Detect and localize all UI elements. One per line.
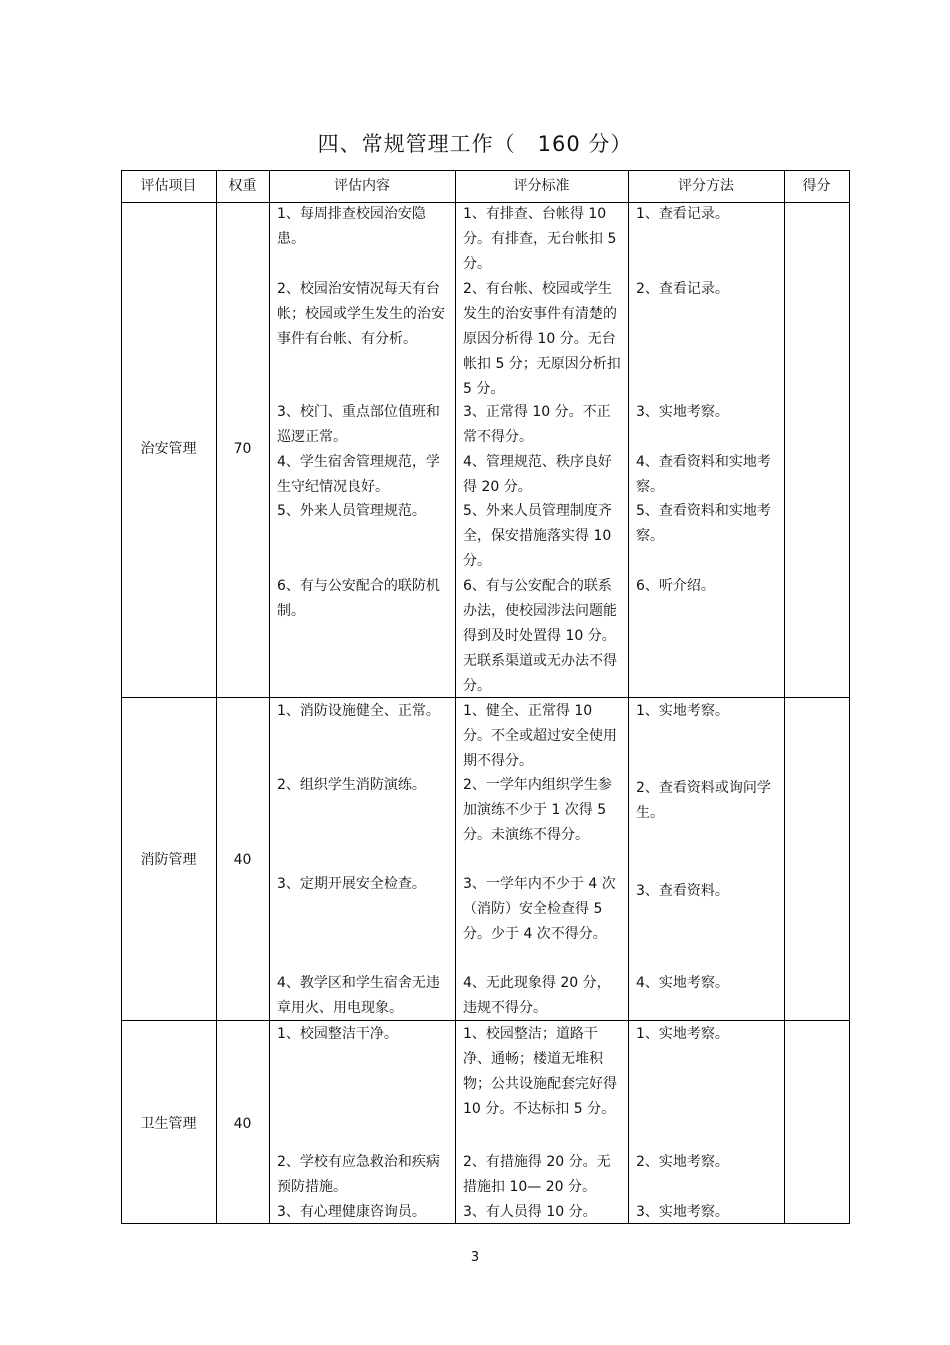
- section-item-label: 治安管理: [140, 441, 197, 457]
- content-cell: 3、有心理健康咨询员。: [277, 1204, 426, 1220]
- standard-cell: 6、有与公安配合的联系办法，使校园涉法问题能得到及时处置得 10 分。无联系渠道或无办法不得分。: [463, 578, 617, 694]
- column-line: [628, 170, 629, 1224]
- content-cell: 1、校园整洁干净。: [277, 1026, 398, 1042]
- method-cell: 1、实地考察。: [636, 1026, 729, 1042]
- header-weight: 权重: [228, 178, 257, 194]
- column-line: [784, 170, 785, 1224]
- method-cell: 6、听介绍。: [636, 578, 715, 594]
- section-item-label: 消防管理: [140, 852, 197, 868]
- content-cell: 4、学生宿舍管理规范，学生守纪情况良好。: [277, 454, 440, 495]
- content-cell: 2、学校有应急救治和疾病预防措施。: [277, 1154, 440, 1195]
- standard-cell: 5、外来人员管理制度齐全，保安措施落实得 10 分。: [463, 503, 612, 569]
- content-cell: 6、有与公安配合的联防机制。: [277, 578, 440, 619]
- header-method: 评分方法: [678, 178, 734, 194]
- method-cell: 4、查看资料和实地考察。: [636, 454, 771, 495]
- method-cell: 1、实地考察。: [636, 703, 729, 719]
- content-cell: 5、外来人员管理规范。: [277, 503, 426, 519]
- content-cell: 2、组织学生消防演练。: [277, 777, 426, 793]
- section-weight: 70: [233, 441, 252, 457]
- column-line: [216, 170, 217, 1224]
- header-standard: 评分标准: [513, 178, 570, 194]
- standard-cell: 4、无此现象得 20 分，违规不得分。: [463, 975, 611, 1016]
- standard-cell: 4、管理规范、秩序良好得 20 分。: [463, 454, 612, 495]
- section-weight: 40: [233, 852, 252, 868]
- method-cell: 3、实地考察。: [636, 404, 729, 420]
- content-cell: 1、每周排查校园治安隐患。: [277, 206, 426, 247]
- column-line: [121, 170, 122, 1224]
- standard-cell: 1、有排查、台帐得 10 分。有排查，无台帐扣 5 分。: [463, 206, 617, 272]
- section-weight: 40: [233, 1116, 252, 1132]
- method-cell: 5、查看资料和实地考察。: [636, 503, 771, 544]
- header-item: 评估项目: [140, 178, 197, 194]
- standard-cell: 2、有台帐、校园或学生发生的治安事件有清楚的原因分析得 10 分。无台帐扣 5 分；无原因分析扣 5 分。: [463, 281, 621, 397]
- header-content: 评估内容: [334, 178, 390, 194]
- standard-cell: 2、有措施得 20 分。无措施扣 10— 20 分。: [463, 1154, 611, 1195]
- page-number: 3: [470, 1250, 480, 1265]
- content-cell: 1、消防设施健全、正常。: [277, 703, 440, 719]
- standard-cell: 2、一学年内组织学生参加演练不少于 1 次得 5 分。未演练不得分。: [463, 777, 612, 843]
- method-cell: 3、查看资料。: [636, 883, 729, 899]
- content-cell: 2、校园治安情况每天有台帐；校园或学生发生的治安事件有台帐、有分析。: [277, 281, 445, 347]
- column-line: [269, 170, 270, 1224]
- method-cell: 4、实地考察。: [636, 975, 729, 991]
- section-item-label: 卫生管理: [140, 1116, 197, 1132]
- content-cell: 3、校门、重点部位值班和巡逻正常。: [277, 404, 440, 445]
- standard-cell: 1、校园整洁；道路干净、通畅；楼道无堆积物；公共设施配套完好得 10 分。不达标扣 5 分。: [463, 1026, 617, 1117]
- method-cell: 3、实地考察。: [636, 1204, 729, 1220]
- standard-cell: 3、有人员得 10 分。: [463, 1204, 597, 1220]
- standard-cell: 3、一学年内不少于 4 次（消防）安全检查得 5 分。少于 4 次不得分。: [463, 876, 616, 942]
- standard-cell: 1、健全、正常得 10 分。不全或超过安全使用期不得分。: [463, 703, 617, 769]
- method-cell: 2、实地考察。: [636, 1154, 729, 1170]
- method-cell: 2、查看资料或询问学生。: [636, 780, 771, 821]
- standard-cell: 3、正常得 10 分。不正常不得分。: [463, 404, 611, 445]
- column-line: [849, 170, 850, 1224]
- page-title: 四、常规管理工作（ 160 分）: [317, 132, 633, 156]
- method-cell: 2、查看记录。: [636, 281, 729, 297]
- method-cell: 1、查看记录。: [636, 206, 729, 222]
- column-line: [455, 170, 456, 1224]
- content-cell: 4、教学区和学生宿舍无违章用火、用电现象。: [277, 975, 440, 1016]
- content-cell: 3、定期开展安全检查。: [277, 876, 426, 892]
- header-score: 得分: [802, 178, 831, 194]
